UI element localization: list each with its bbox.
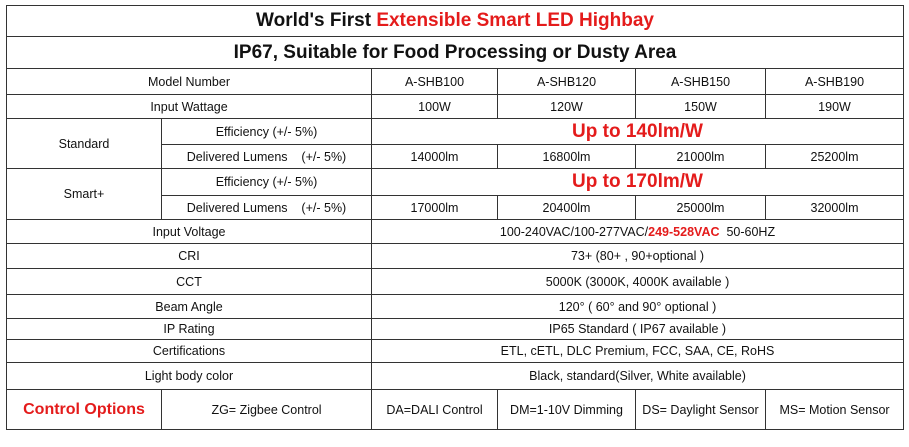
model-value: A-SHB190 [766,69,904,95]
beam-value: 120° ( 60° and 90° optional ) [372,295,904,319]
control-label: Control Options [7,390,162,430]
certs-row [7,340,904,363]
standard-efficiency-label: Efficiency (+/- 5%) [162,119,372,145]
control-option: DS= Daylight Sensor [636,390,766,430]
model-row [7,69,904,95]
voltage-suffix: 50-60HZ [719,224,776,239]
voltage-prefix: 100-240VAC/100-277VAC/ [499,224,649,239]
control-row [7,390,904,430]
wattage-row [7,95,904,119]
title-highlight: Extensible Smart LED Highbay [376,10,654,31]
page-title [7,6,904,37]
standard-label: Standard [7,119,162,169]
subtitle-row [7,37,904,69]
title-row [7,6,904,37]
certs-value: ETL, cETL, DLC Premium, FCC, SAA, CE, RoHS [372,340,904,363]
ip-value: IP65 Standard ( IP67 available ) [372,319,904,340]
wattage-label: Input Wattage [7,95,372,119]
smart-efficiency-value: Up to 170lm/W [372,169,904,196]
smart-lumens-value: 20400lm [498,196,636,220]
beam-row [7,295,904,319]
page-subtitle: IP67, Suitable for Food Processing or Dusty Area [7,37,904,69]
model-value: A-SHB100 [372,69,498,95]
standard-lumens-value: 16800lm [498,145,636,169]
control-option: MS= Motion Sensor [766,390,904,430]
cct-row [7,269,904,295]
beam-label: Beam Angle [7,295,372,319]
cri-value: 73+ (80+ , 90+optional ) [372,244,904,269]
cri-row [7,244,904,269]
ip-row [7,319,904,340]
standard-lumens-value: 21000lm [636,145,766,169]
color-value: Black, standard(Silver, White available) [372,363,904,390]
control-option: DA=DALI Control [372,390,498,430]
smart-lumens-value: 32000lm [766,196,904,220]
control-option: DM=1-10V Dimming [498,390,636,430]
color-label: Light body color [7,363,372,390]
standard-efficiency-row [7,119,904,145]
model-value: A-SHB120 [498,69,636,95]
smart-lumens-value: 25000lm [636,196,766,220]
voltage-highlight: 249-528VAC [648,224,720,239]
wattage-value: 150W [636,95,766,119]
smart-efficiency-row [7,169,904,196]
certs-label: Certifications [7,340,372,363]
standard-lumens-value: 14000lm [372,145,498,169]
title-prefix: World's First [256,10,377,31]
voltage-row [7,220,904,244]
cct-value: 5000K (3000K, 4000K available ) [372,269,904,295]
wattage-value: 120W [498,95,636,119]
smart-lumens-label: Delivered Lumens (+/- 5%) [162,196,372,220]
cct-label: CCT [7,269,372,295]
control-option: ZG= Zigbee Control [162,390,372,430]
cri-label: CRI [7,244,372,269]
smart-efficiency-label: Efficiency (+/- 5%) [162,169,372,196]
voltage-value [372,220,904,244]
model-value: A-SHB150 [636,69,766,95]
color-row [7,363,904,390]
ip-label: IP Rating [7,319,372,340]
spec-table [6,5,904,430]
model-label: Model Number [7,69,372,95]
wattage-value: 100W [372,95,498,119]
smart-lumens-value: 17000lm [372,196,498,220]
standard-lumens-label: Delivered Lumens (+/- 5%) [162,145,372,169]
smart-label: Smart+ [7,169,162,220]
standard-lumens-value: 25200lm [766,145,904,169]
voltage-label: Input Voltage [7,220,372,244]
standard-efficiency-value: Up to 140lm/W [372,119,904,145]
wattage-value: 190W [766,95,904,119]
